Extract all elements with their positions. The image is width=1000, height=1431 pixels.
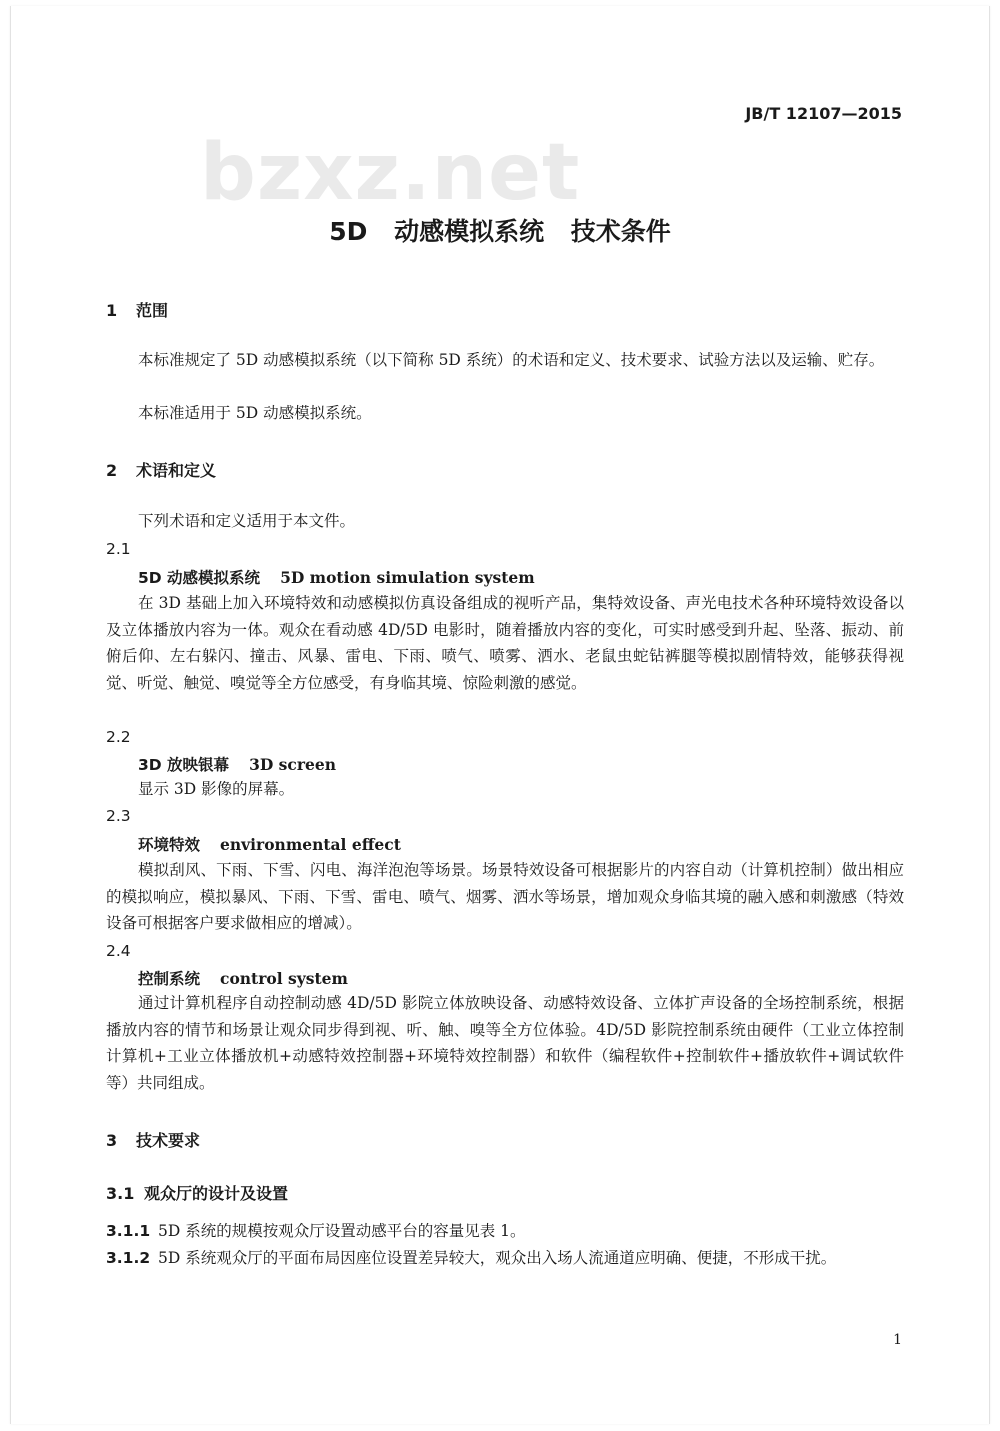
term-chinese: 环境特效 <box>138 836 201 854</box>
scope-paragraph-1: 本标准规定了 5D 动感模拟系统（以下简称 5D 系统）的术语和定义、技术要求、试验方法以及运输、贮存。 <box>138 351 885 369</box>
clause-number: 3.1.1 <box>106 1222 151 1240</box>
term-heading <box>138 967 348 989</box>
clause-item <box>106 1246 836 1268</box>
term-number: 2.3 <box>106 807 131 825</box>
term-english: environmental effect <box>220 835 401 854</box>
terms-intro: 下列术语和定义适用于本文件。 <box>138 512 356 530</box>
clause-number: 3.1.2 <box>106 1249 151 1267</box>
term-chinese: 控制系统 <box>138 970 201 988</box>
term-number: 2.4 <box>106 942 131 960</box>
term-chinese: 3D 放映银幕 <box>138 756 230 774</box>
section-number: 2 <box>106 461 118 480</box>
section-3-heading <box>106 1128 200 1151</box>
page-number: 1 <box>893 1332 902 1348</box>
term-english: 5D motion simulation system <box>280 568 535 587</box>
section-title: 范围 <box>136 301 169 320</box>
section-1-heading <box>106 298 168 321</box>
term-heading <box>138 833 401 855</box>
term-english: 3D screen <box>249 755 337 774</box>
term-definition: 显示 3D 影像的屏幕。 <box>138 780 295 798</box>
term-number: 2.2 <box>106 728 131 746</box>
term-heading <box>138 566 535 588</box>
term-definition: 通过计算机程序自动控制动感 4D/5D 影院立体放映设备、动感特效设备、立体扩声设备的全场控制系统，根据播放内容的情节和场景让观众同步得到视、听、触、嗅等全方位体验。4D/5D 影院控制系统由硬件（工业立体控制计算机+工业立体播放机+动感特效控制器+环境特效控制器）和软件（编程软件+控制软件+播放软件+调试软件等）共同组成。 <box>106 994 904 1092</box>
term-definition: 在 3D 基础上加入环境特效和动感模拟仿真设备组成的视听产品，集特效设备、声光电技术各种环境特效设备以及立体播放内容为一体。观众在看动感 4D/5D 电影时，随着播放内容的变化，可实时感受到升起、坠落、振动、前俯后仰、左右躲闪、撞击、风暴、雷电、下雨、喷气、喷雾、洒水、老鼠虫蛇钻裤腿等模拟剧情特效，能够获得视觉、听觉、触觉、嗅觉等全方位感受，有身临其境、惊险刺激的感觉。 <box>106 594 904 692</box>
term-english: control system <box>220 969 348 988</box>
watermark: bzxz.net <box>200 128 581 218</box>
subclause-number: 3.1 <box>106 1184 135 1203</box>
clause-text: 5D 系统的规模按观众厅设置动感平台的容量见表 1。 <box>158 1222 526 1240</box>
standard-code: JB/T 12107—2015 <box>745 104 902 123</box>
clause-text: 5D 系统观众厅的平面布局因座位设置差异较大，观众出入场人流通道应明确、便捷，不形成干扰。 <box>158 1249 837 1267</box>
section-title: 术语和定义 <box>136 461 217 480</box>
scope-paragraph-2: 本标准适用于 5D 动感模拟系统。 <box>138 404 372 422</box>
term-definition: 模拟刮风、下雨、下雪、闪电、海洋泡泡等场景。场景特效设备可根据影片的内容自动（计算机控制）做出相应的模拟响应，模拟暴风、下雨、下雪、雷电、喷气、烟雾、洒水等场景，增加观众身临其境的融入感和刺激感（特效设备可根据客户要求做相应的增减）。 <box>106 861 904 932</box>
term-chinese: 5D 动感模拟系统 <box>138 569 261 587</box>
subclause-title: 观众厅的设计及设置 <box>144 1184 289 1203</box>
section-title: 技术要求 <box>136 1131 201 1150</box>
section-number: 1 <box>106 301 118 320</box>
term-heading <box>138 753 336 775</box>
section-2-heading <box>106 458 216 481</box>
document-title: 5D 动感模拟系统 技术条件 <box>329 217 671 246</box>
subclause-heading <box>106 1181 288 1204</box>
section-number: 3 <box>106 1131 118 1150</box>
clause-item <box>106 1219 526 1241</box>
term-number: 2.1 <box>106 540 131 558</box>
